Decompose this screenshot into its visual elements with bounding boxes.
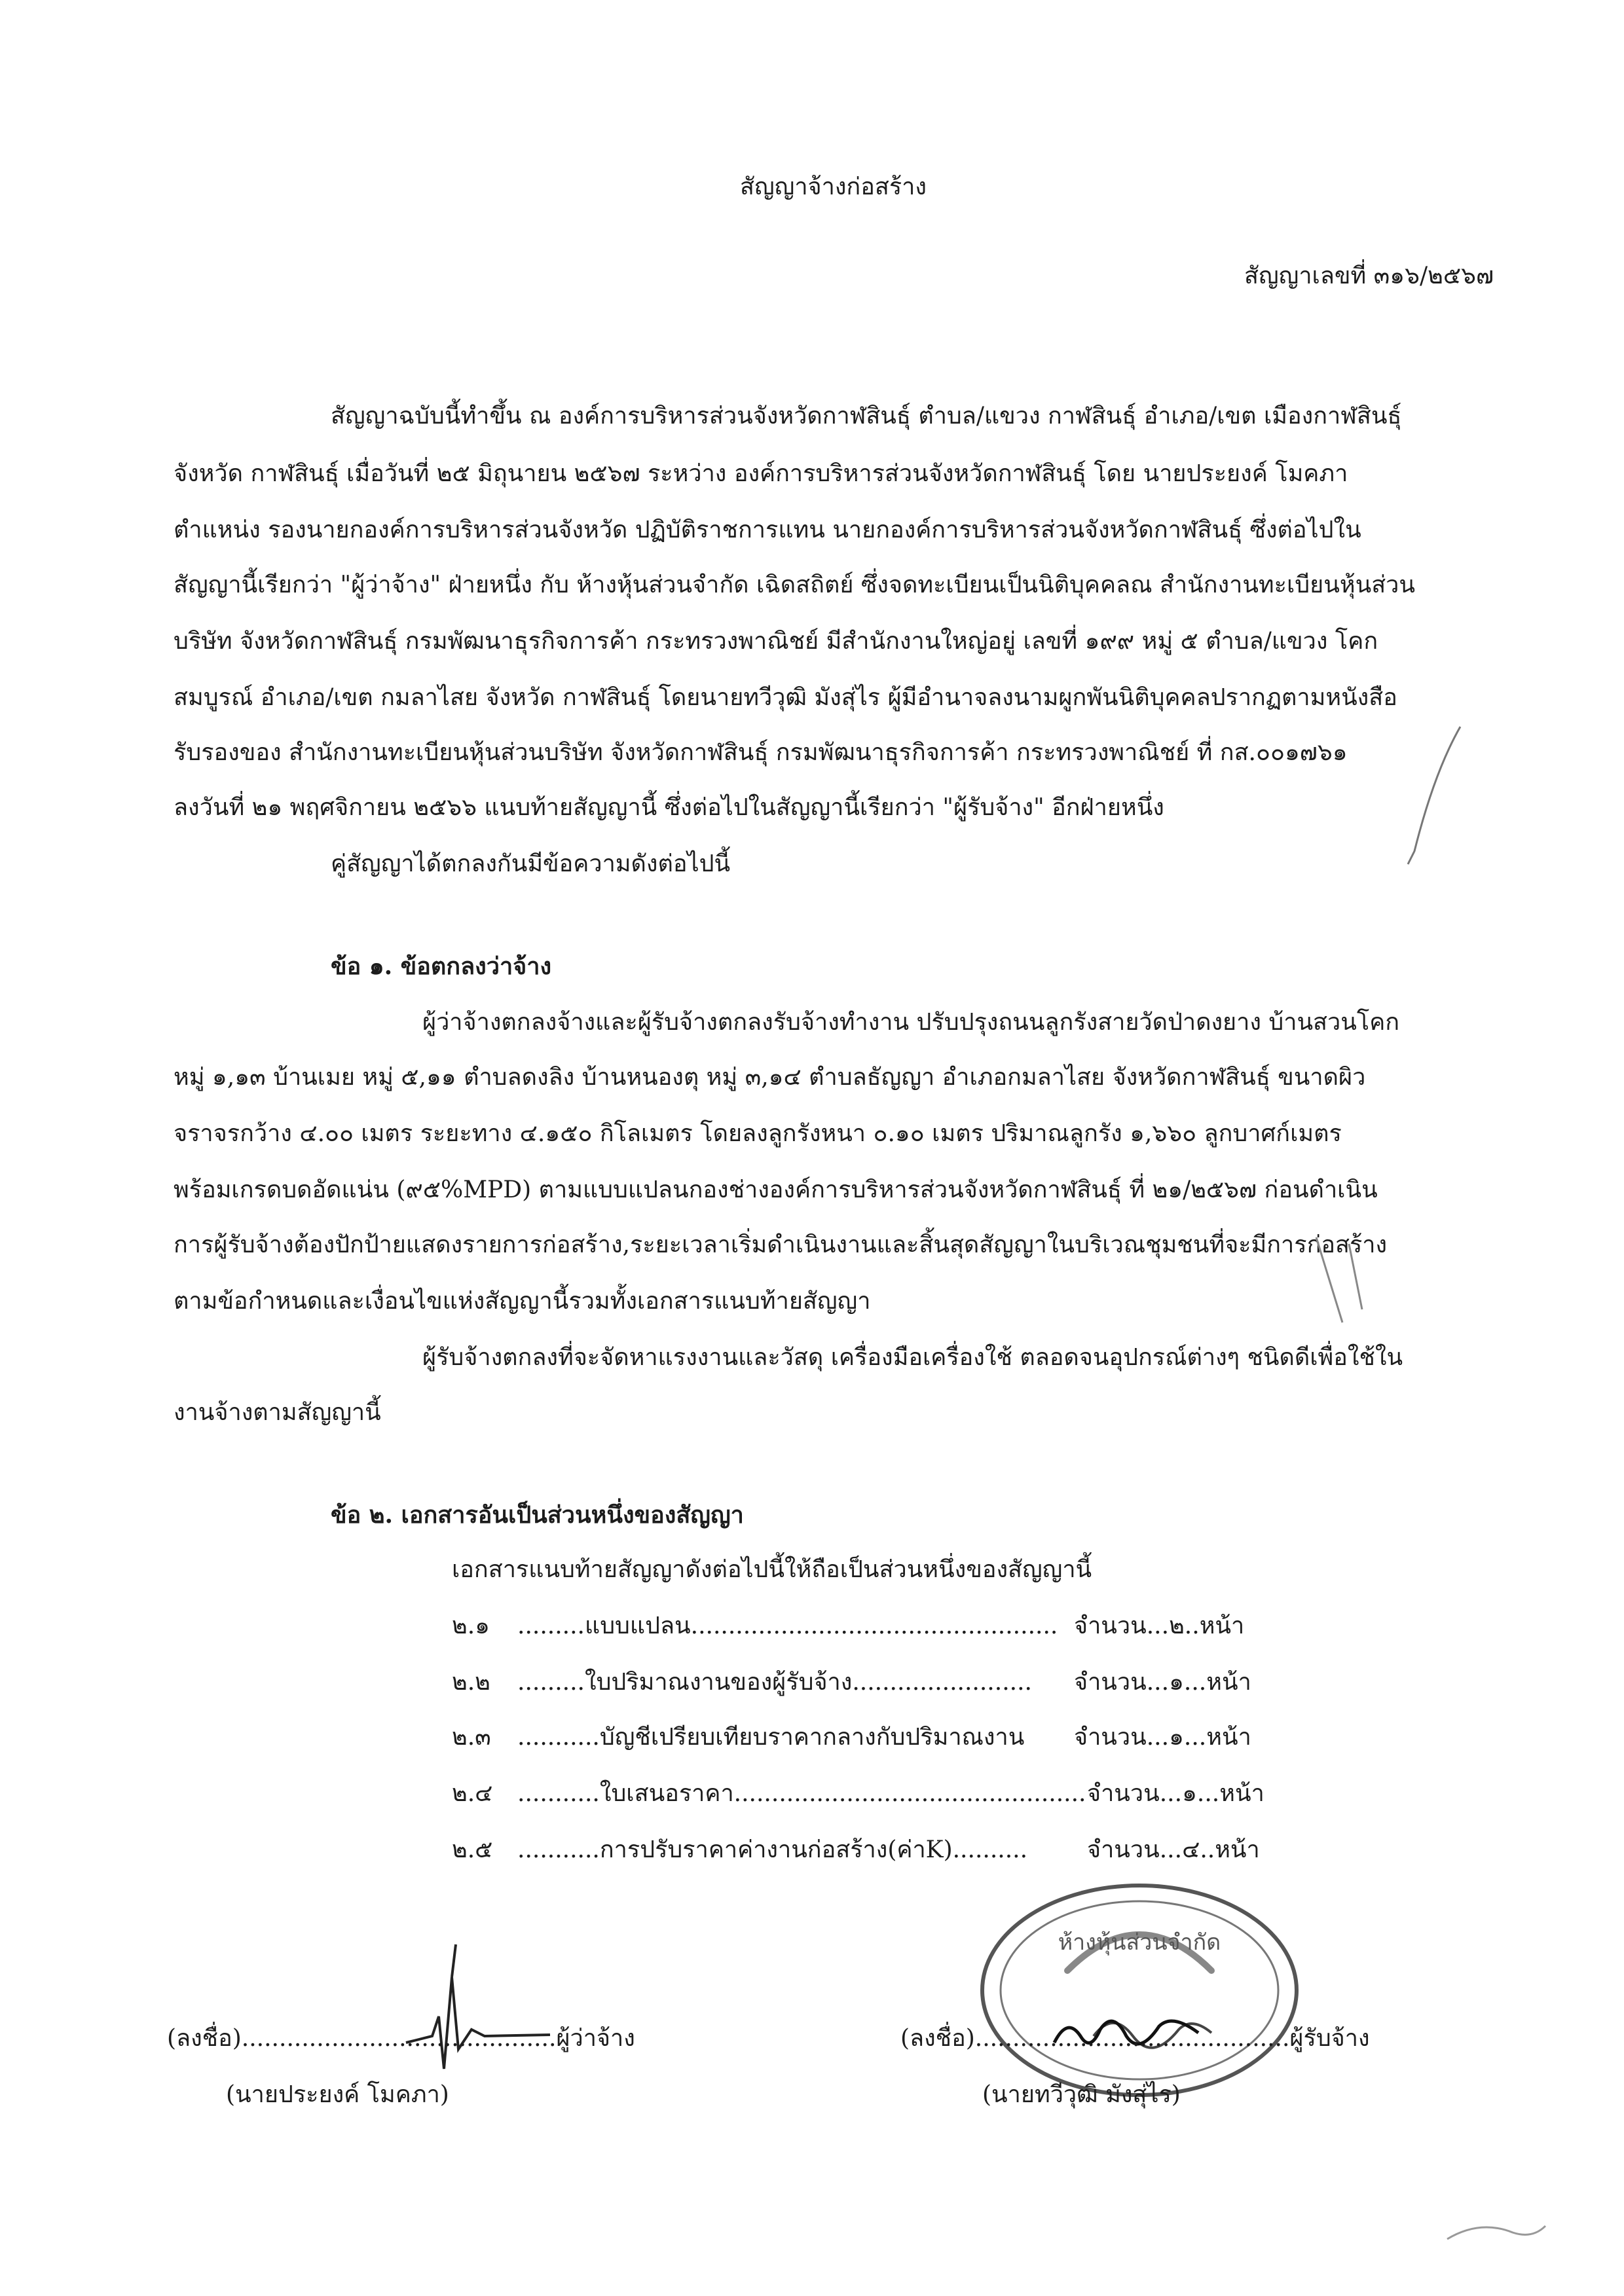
- attachment-pages: จำนวน...๑...หน้า: [1087, 1780, 1264, 1807]
- attachment-title: .........แบบแปลน.................................................: [517, 1613, 1058, 1639]
- attachment-no: ๒.๑: [452, 1613, 490, 1639]
- clause-1-line: ตามข้อกำหนดและเงื่อนไขแห่งสัญญานี้รวมทั้งเอกสารแนบท้ายสัญญา: [174, 1288, 871, 1315]
- attachment-title: ...........ใบเสนอราคา...............................................: [517, 1780, 1086, 1807]
- preamble-line: สมบูรณ์ อำเภอ/เขต กมลาไสย จังหวัด กาฬสินธุ์ โดยนายทวีวุฒิ มังสุ่ไร ผู้มีอำนาจลงนามผูกพันนิติบุคคลปรากฏตามหนังสือ: [174, 684, 1397, 711]
- margin-mark-icon: [1382, 720, 1473, 871]
- agreement-line: คู่สัญญาได้ตกลงกันมีข้อความดังต่อไปนี้: [331, 850, 731, 877]
- clause-1-line: จราจรกว้าง ๔.๐๐ เมตร ระยะทาง ๔.๑๕๐ กิโลเมตร โดยลงลูกรังหนา ๐.๑๐ เมตร ปริมาณลูกรัง ๑,๖๖๐ ลูกบาศก์เมตร: [174, 1120, 1342, 1147]
- clause-1-line: พร้อมเกรดบดอัดแน่น (๙๕%MPD) ตามแบบแปลนกองช่างองค์การบริหารส่วนจังหวัดกาฬสินธุ์ ที่ ๒๑/๒๕๖๗ ก่อนดำเนิน: [174, 1176, 1378, 1203]
- attachment-title: .........ใบปริมาณงานของผู้รับจ้าง........................: [517, 1669, 1032, 1696]
- signature-name-contractor: (นายทวีวุฒิ มังสุ่ไร): [982, 2081, 1181, 2108]
- clause-1-line: หมู่ ๑,๑๓ บ้านเมย หมู่ ๕,๑๑ ตำบลดงลิง บ้านหนองตุ หมู่ ๓,๑๔ ตำบลธัญญา อำเภอกมลาไสย จังหวัดกาฬสินธุ์ ขนาดผิว: [174, 1064, 1366, 1091]
- margin-mark-icon: [1441, 2213, 1559, 2252]
- attachment-pages: จำนวน...๑...หน้า: [1074, 1669, 1251, 1696]
- clause-1-line: ผู้รับจ้างตกลงที่จะจัดหาแรงงานและวัสดุ เครื่องมือเครื่องใช้ ตลอดจนอุปกรณ์ต่างๆ ชนิดดีเพื่อใช้ใน: [422, 1344, 1403, 1371]
- clause-1-heading: ข้อ ๑. ข้อตกลงว่าจ้าง: [331, 953, 552, 980]
- attachment-no: ๒.๒: [452, 1669, 490, 1696]
- preamble-line: จังหวัด กาฬสินธุ์ เมื่อวันที่ ๒๕ มิถุนายน ๒๕๖๗ ระหว่าง องค์การบริหารส่วนจังหวัดกาฬสินธุ์ โดย นายประยงค์ โมคภา: [174, 460, 1348, 487]
- company-stamp-icon: [969, 1872, 1310, 2108]
- attachment-no: ๒.๔: [452, 1780, 493, 1807]
- clause-1-line: งานจ้างตามสัญญานี้: [174, 1399, 381, 1426]
- clause-1-line: ผู้ว่าจ้างตกลงจ้างและผู้รับจ้างตกลงรับจ้างทำงาน ปรับปรุงถนนลูกรังสายวัดป่าดงยาง บ้านสวนโคก: [422, 1009, 1400, 1036]
- attachment-no: ๒.๓: [452, 1724, 491, 1751]
- preamble-line: สัญญาฉบับนี้ทำขึ้น ณ องค์การบริหารส่วนจังหวัดกาฬสินธุ์ ตำบล/แขวง กาฬสินธุ์ อำเภอ/เขต เมืองกาฬสินธุ์: [331, 403, 1402, 429]
- preamble-line: รับรองของ สำนักงานทะเบียนหุ้นส่วนบริษัท จังหวัดกาฬสินธุ์ กรมพัฒนาธุรกิจการค้า กระทรวงพาณิชย์ ที่ กส.๐๐๑๗๖๑: [174, 739, 1348, 766]
- attachment-title: ...........บัญชีเปรียบเทียบราคากลางกับปริมาณงาน: [517, 1724, 1025, 1751]
- attachment-pages: จำนวน...๑...หน้า: [1074, 1724, 1251, 1751]
- preamble-line: ตำแหน่ง รองนายกองค์การบริหารส่วนจังหวัด ปฏิบัติราชการแทน นายกองค์การบริหารส่วนจังหวัดกาฬสินธุ์ ซึ่งต่อไปใน: [174, 517, 1361, 543]
- contract-number: สัญญาเลขที่ ๓๑๖/๒๕๖๗: [1244, 263, 1494, 289]
- attachment-pages: จำนวน...๔..หน้า: [1087, 1836, 1260, 1863]
- attachment-title: ...........การปรับราคาค่างานก่อสร้าง(ค่าK)..........: [517, 1836, 1028, 1863]
- preamble-line: ลงวันที่ ๒๑ พฤศจิกายน ๒๕๖๖ แนบท้ายสัญญานี้ ซึ่งต่อไปในสัญญานี้เรียกว่า "ผู้รับจ้าง" อีกฝ่ายหนึ่ง: [174, 794, 1164, 821]
- signature-line-employer: (ลงชื่อ)..........................................ผู้ว่าจ้าง: [167, 2025, 635, 2052]
- clause-1-line: การผู้รับจ้างต้องปักป้ายแสดงรายการก่อสร้าง,ระยะเวลาเริ่มดำเนินงานและสิ้นสุดสัญญาในบริเวณชุมชนที่จะมีการก่อสร้าง: [174, 1231, 1388, 1258]
- preamble-line: บริษัท จังหวัดกาฬสินธุ์ กรมพัฒนาธุรกิจการค้า กระทรวงพาณิชย์ มีสำนักงานใหญ่อยู่ เลขที่ ๑๙๙ หมู่ ๕ ตำบล/แขวง โคก: [174, 628, 1378, 655]
- stamp-label: ห้างหุ้นส่วนจำกัด: [1058, 1929, 1221, 1956]
- signature-line-contractor: (ลงชื่อ)..........................................ผู้รับจ้าง: [900, 2025, 1370, 2052]
- preamble-line: สัญญานี้เรียกว่า "ผู้ว่าจ้าง" ฝ่ายหนึ่ง กับ ห้างหุ้นส่วนจำกัด เฉิดสถิตย์ ซึ่งจดทะเบียนเป็นนิติบุคคลณ สำนักงานทะเบียนหุ้นส่วน: [174, 572, 1415, 598]
- clause-2-heading: ข้อ ๒. เอกสารอันเป็นส่วนหนึ่งของสัญญา: [331, 1501, 744, 1529]
- document-title: สัญญาจ้างก่อสร้าง: [740, 173, 927, 200]
- signature-left-icon: [393, 1938, 563, 2095]
- attachment-pages: จำนวน...๒..หน้า: [1074, 1613, 1245, 1639]
- clause-2-intro: เอกสารแนบท้ายสัญญาดังต่อไปนี้ให้ถือเป็นส่วนหนึ่งของสัญญานี้: [452, 1556, 1092, 1583]
- signature-name-employer: (นายประยงค์ โมคภา): [226, 2081, 449, 2108]
- attachment-no: ๒.๕: [452, 1836, 493, 1863]
